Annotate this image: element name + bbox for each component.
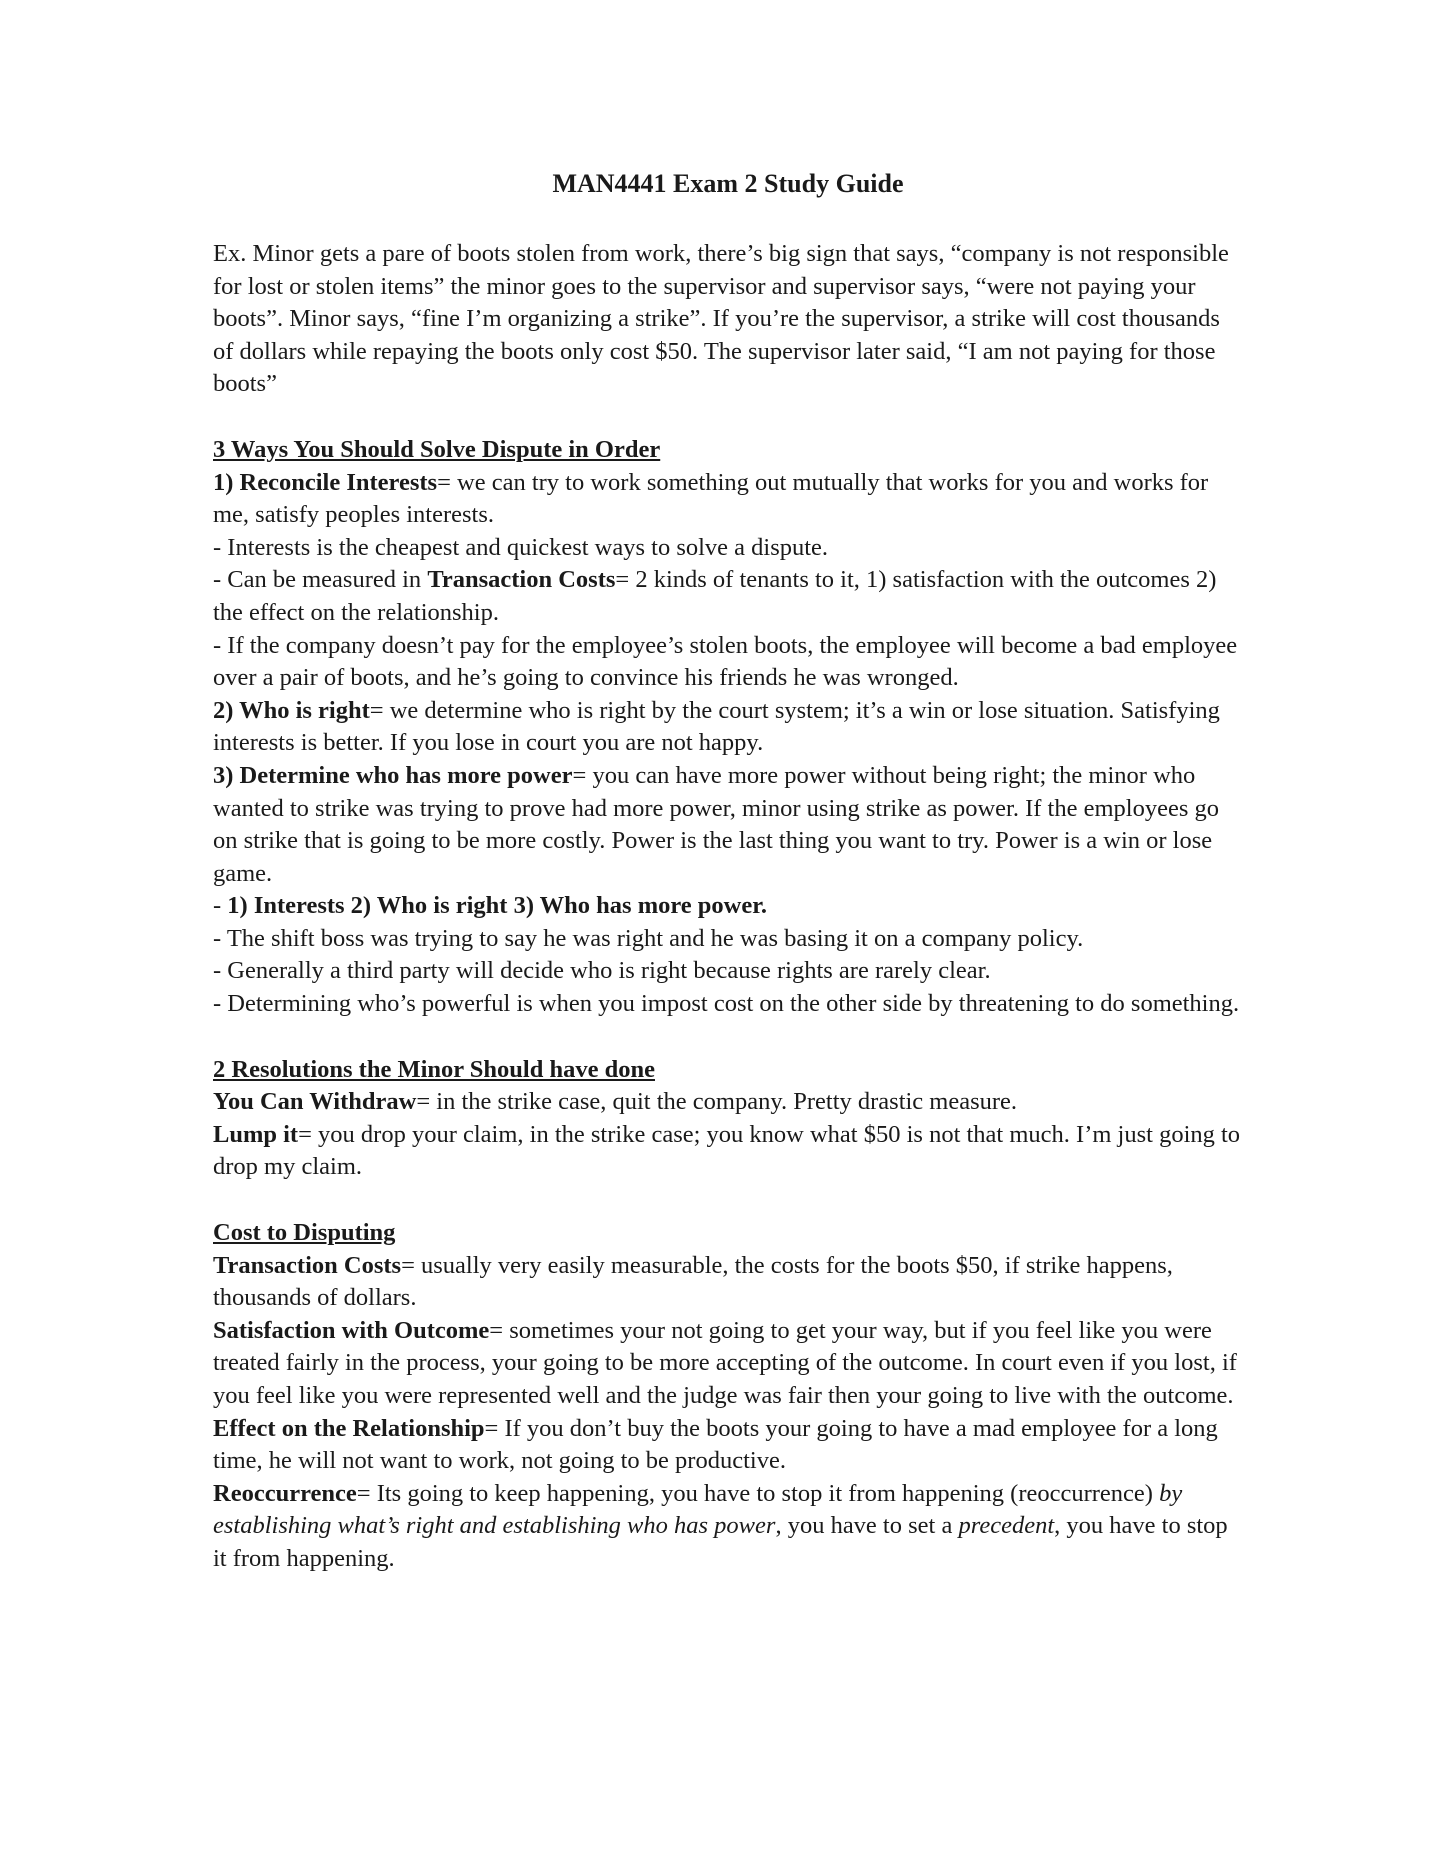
bullet-third-party: - Generally a third party will decide who is right because rights are rarely clear.: [213, 957, 991, 985]
withdraw-text: = in the strike case, quit the company. Pretty drastic measure.: [416, 1088, 1018, 1116]
bullet-prefix: - Can be measured in: [213, 566, 428, 594]
intro-paragraph: Ex. Minor gets a pare of boots stolen from work, there’s big sign that says, “company is not responsible for lost or stolen items” the minor goes to the supervisor and supervisor says, “were not paying your boots”. Minor says, “fine I’m organizing a strike”. If you’re the supervisor, a strike will cost thousands of dollars while repaying the boots only cost $50. The supervisor later said, “I am not paying for those boots”: [213, 240, 1229, 398]
bullet-summary-order: [213, 890, 1243, 923]
term-withdraw: You Can Withdraw: [213, 1088, 417, 1116]
bullet-determining-power: - Determining who’s powerful is when you impost cost on the other side by threatening to do something.: [213, 990, 1240, 1018]
lump-it-text: = you drop your claim, in the strike case; you know what $50 is not that much. I’m just going to drop my claim.: [213, 1120, 1241, 1181]
term-more-power: 3) Determine who has more power: [213, 761, 573, 789]
more-power-text: = you can have more power without being right; the minor who wanted to strike was trying to prove had more power, minor using strike as power. If the employees go on strike that is going to be more costly. Power is the last thing you want to try. Power is a win or lose game.: [213, 761, 1220, 887]
bullet-interests-cheapest: - Interests is the cheapest and quickest ways to solve a dispute.: [213, 533, 829, 561]
satisfaction-paragraph: [213, 1315, 1243, 1413]
transaction-costs-paragraph: [213, 1250, 1243, 1315]
reconcile-interests-paragraph: [213, 467, 1243, 532]
transaction-costs-2-text: = usually very easily measurable, the costs for the boots $50, if strike happens, thousands of dollars.: [213, 1251, 1173, 1312]
term-satisfaction: Satisfaction with Outcome: [213, 1316, 490, 1344]
bullet-stolen-boots: - If the company doesn’t pay for the employee’s stolen boots, the employee will become a bad employee over a pair of boots, and he’s going to convince his friends he was wronged.: [213, 631, 1238, 692]
relationship-paragraph: [213, 1413, 1243, 1478]
term-transaction-costs: Transaction Costs: [427, 566, 616, 594]
term-who-is-right: 2) Who is right: [213, 696, 370, 724]
reoccurrence-italic-2: precedent: [958, 1512, 1055, 1540]
reoccurrence-text-3: , you have to stop it from happening.: [213, 1512, 1228, 1572]
section-heading-cost-to-disputing: Cost to Disputing: [213, 1219, 396, 1247]
term-reconcile-interests: 1) Reconcile Interests: [213, 468, 438, 496]
reoccurrence-text-2: , you have to set a: [775, 1512, 959, 1540]
document-title: MAN4441 Exam 2 Study Guide: [552, 169, 904, 198]
relationship-text: = If you don’t buy the boots your going to have a mad employee for a long time, he will not want to work, not going to be productive.: [213, 1414, 1218, 1475]
bullet-transaction-costs: [213, 564, 1243, 629]
bullet-prefix: -: [213, 892, 228, 920]
section-heading-ways-to-solve: 3 Ways You Should Solve Dispute in Order: [213, 435, 661, 463]
who-is-right-paragraph: [213, 695, 1243, 760]
term-reoccurrence: Reoccurrence: [213, 1479, 357, 1507]
section-heading-resolutions: 2 Resolutions the Minor Should have done: [213, 1055, 655, 1083]
reconcile-interests-text: = we can try to work something out mutually that works for you and works for me, satisfy peoples interests.: [213, 468, 1209, 529]
transaction-costs-text: = 2 kinds of tenants to it, 1) satisfaction with the outcomes 2) the effect on the relationship.: [213, 566, 1217, 626]
reoccurrence-text-1: = Its going to keep happening, you have to stop it from happening (reoccurrence): [356, 1479, 1160, 1507]
reoccurrence-italic-1: by establishing what’s right and establishing who has power: [213, 1479, 1183, 1540]
summary-order-bold: 1) Interests 2) Who is right 3) Who has more power.: [227, 892, 767, 920]
term-relationship: Effect on the Relationship: [213, 1414, 485, 1442]
withdraw-paragraph: [213, 1086, 1243, 1119]
reoccurrence-paragraph: [213, 1478, 1243, 1576]
who-is-right-text: = we determine who is right by the court system; it’s a win or lose situation. Satisfying interests is better. If you lose in court you are not happy.: [213, 696, 1220, 757]
term-transaction-costs-2: Transaction Costs: [213, 1251, 402, 1279]
document-page: [213, 168, 1243, 1576]
bullet-shift-boss: - The shift boss was trying to say he was right and he was basing it on a company policy.: [213, 924, 1084, 952]
satisfaction-text: = sometimes your not going to get your way, but if you feel like you were treated fairly in the process, your going to be more accepting of the outcome. In court even if you lost, if you feel like you were represented well and the judge was fair then your going to live with the outcome.: [213, 1316, 1237, 1409]
term-lump-it: Lump it: [213, 1120, 299, 1148]
lump-it-paragraph: [213, 1119, 1243, 1184]
more-power-paragraph: [213, 760, 1243, 890]
